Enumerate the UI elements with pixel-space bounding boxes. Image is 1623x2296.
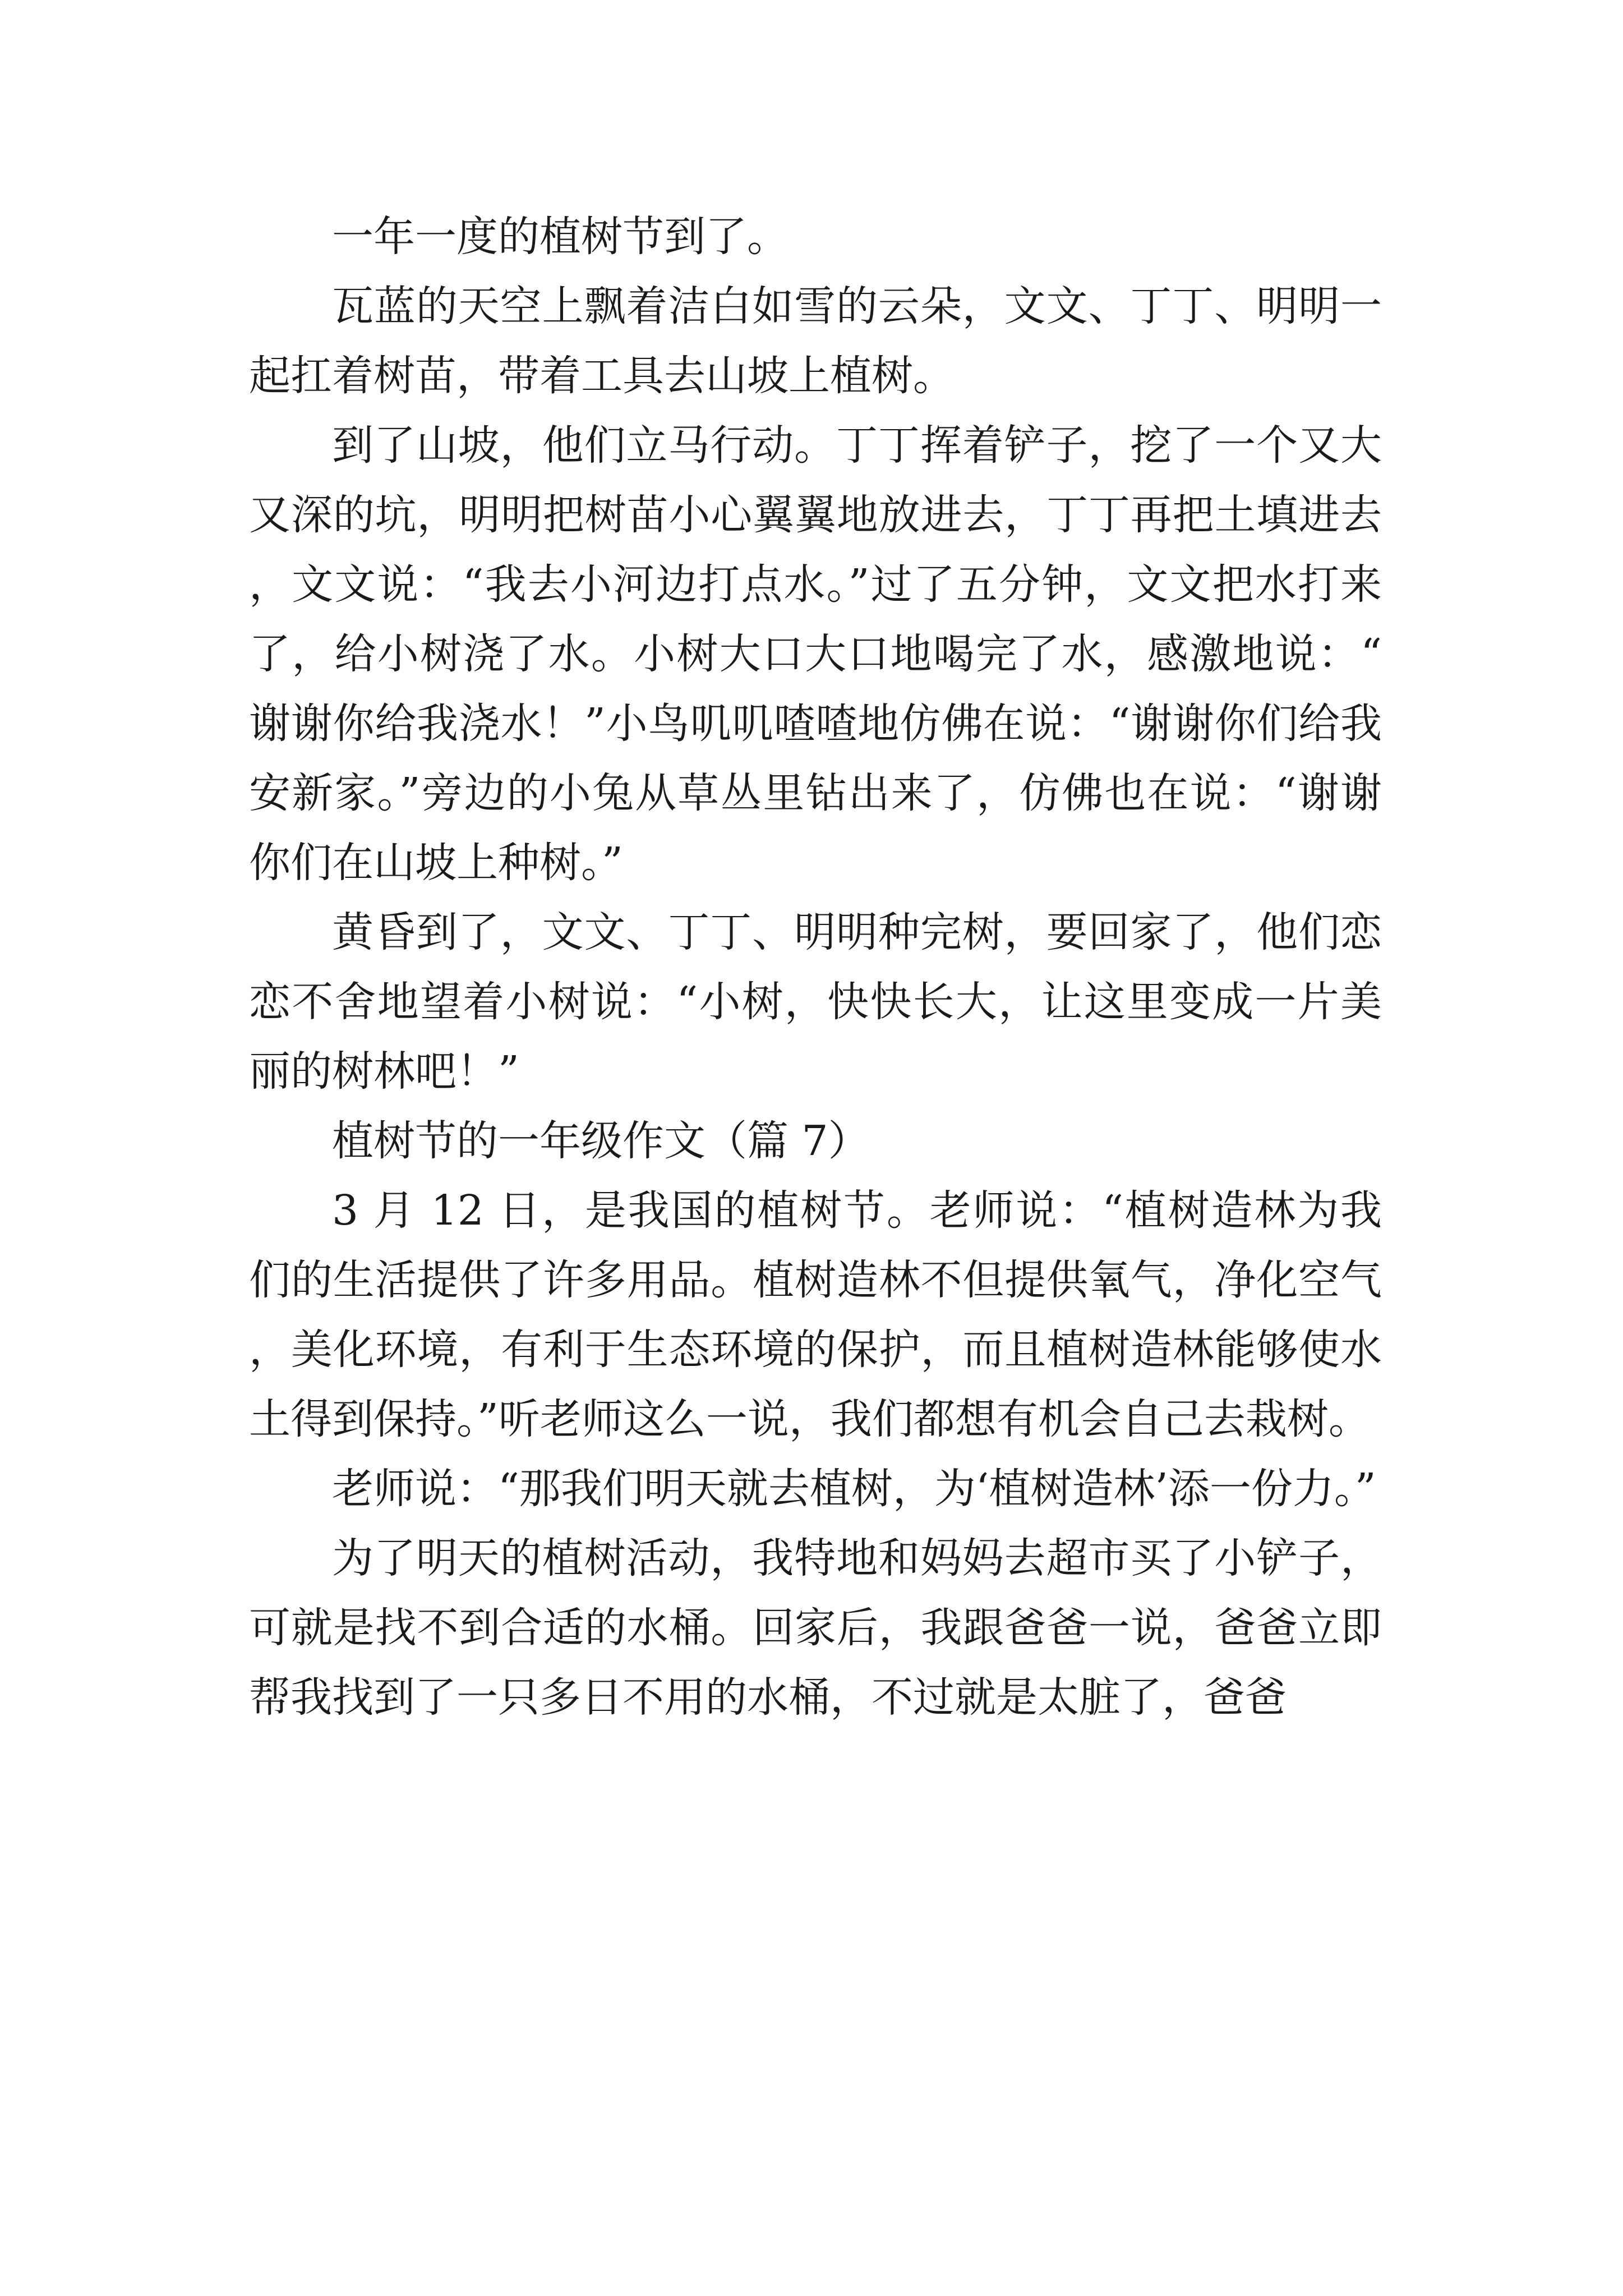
paragraph-preparation: 为了明天的植树活动，我特地和妈妈去超市买了小铲子，可就是找不到合适的水桶。回家后，我跟爸爸一说，爸爸立即帮我找到了一只多日不用的水桶，不过就是太脏了，爸爸 — [249, 1534, 1382, 1722]
section-heading: 植树节的一年级作文（篇 7） — [332, 1117, 870, 1165]
paragraph-sky: 瓦蓝的天空上飘着洁白如雪的云朵，文文、丁丁、明明一起扛着树苗，带着工具去山坡上植树。 — [249, 282, 1382, 400]
paragraph-intro: 一年一度的植树节到了。 — [332, 213, 789, 261]
paragraph-planting: 到了山坡，他们立马行动。丁丁挥着铲子，挖了一个又大又深的坑，明明把树苗小心翼翼地放进去，丁丁再把土填进去，文文说：“我去小河边打点水。”过了五分钟，文文把水打来了，给小树浇了水。小树大口大口地喝完了水，感激地说：“谢谢你给我浇水！”小鸟叽叽喳喳地仿佛在说：“谢谢你们给我安新家。”旁边的小兔从草丛里钻出来了，仿佛也在说：“谢谢你们在山坡上种树。” — [249, 421, 1382, 887]
paragraph-arbor-day: 3 月 12 日，是我国的植树节。老师说：“植树造林为我们的生活提供了许多用品。植树造林不但提供氧气，净化空气，美化环境，有利于生态环境的保护，而且植树造林能够使水土得到保持。”听老师这么一说，我们都想有机会自己去栽树。 — [249, 1186, 1382, 1443]
paragraph-dusk: 黄昏到了，文文、丁丁、明明种完树，要回家了，他们恋恋不舍地望着小树说：“小树，快快长大，让这里变成一片美丽的树林吧！” — [249, 908, 1382, 1096]
paragraph-teacher: 老师说：“那我们明天就去植树，为‘植树造林’添一份力。” — [332, 1465, 1376, 1513]
article-body — [249, 202, 1382, 1732]
